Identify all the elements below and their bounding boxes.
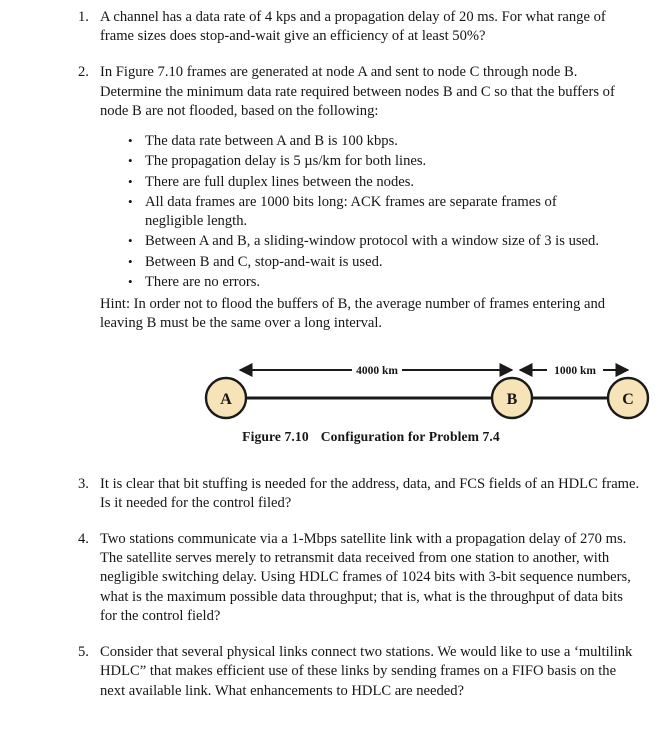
list-item (100, 173, 642, 192)
bullet-icon: • (128, 133, 133, 149)
bullet-text: The data rate between A and B is 100 kbps. (145, 133, 398, 150)
list-item (100, 193, 642, 231)
problem-text: It is clear that bit stuffing is needed for the address, data, and FCS fields of an HDLC frame. Is it needed for the control filed? (100, 475, 640, 511)
figure-caption (100, 428, 642, 446)
list-item (100, 152, 642, 171)
problem-text: Two stations communicate via a 1-Mbps satellite link with a propagation delay of 270 ms. The satellite serves merely to retransmit data received from one station to another, with negligible switching delay. Using HDLC frames of 1024 bits with 3-bit sequence numbers, what is the maximum possible data throughput; that is, what is the throughput of data bits for the control field? (100, 530, 631, 624)
figure-caption-label: Figure 7.10 (242, 428, 309, 444)
network-topology-diagram (100, 358, 664, 428)
problem-item-3 (0, 475, 664, 513)
node-c-label: C (622, 390, 634, 408)
bullet-icon: • (128, 233, 133, 249)
bullet-icon: • (128, 153, 133, 169)
bullet-text: All data frames are 1000 bits long: ACK frames are separate frames of negligible length. (145, 193, 557, 230)
problem-number: 1. (78, 9, 89, 25)
dimension-label-4000km: 4000 km (356, 364, 398, 377)
bullet-icon: • (128, 193, 133, 209)
problem-number: 4. (78, 530, 89, 547)
list-item (100, 232, 642, 251)
bullet-text: There are full duplex lines between the nodes. (145, 173, 415, 190)
figure-caption-text: Configuration for Problem 7.4 (320, 428, 500, 444)
problem-item-5 (0, 643, 664, 701)
bullet-text: Between B and C, stop-and-wait is used. (145, 253, 383, 270)
problem-item-2 (0, 63, 664, 457)
problem-number: 2. (78, 64, 89, 81)
list-item (100, 253, 642, 272)
bullet-text: Between A and B, a sliding-window protocol with a window size of 3 is used. (145, 233, 599, 250)
problem-number: 3. (78, 475, 89, 492)
figure-7-10 (100, 358, 642, 458)
problem-text: Consider that several physical links connect two stations. We would like to use a ‘multilink HDLC” that makes efficient use of these links by sending frames on a FIFO basis on the next available link. What enhancements to HDLC are needed? (100, 644, 633, 699)
assumption-bullet-list (100, 132, 642, 292)
dimension-label-1000km: 1000 km (554, 364, 596, 377)
list-item (100, 273, 642, 292)
problem-list (0, 8, 664, 701)
bullet-text: The propagation delay is 5 µs/km for both lines. (145, 153, 427, 170)
bullet-text: There are no errors. (145, 273, 261, 290)
problem-text: A channel has a data rate of 4 kps and a propagation delay of 20 ms. For what range of frame sizes does stop-and-wait give an efficiency of at least 50%? (100, 9, 606, 45)
problem-item-4 (0, 530, 664, 626)
problem-text: In Figure 7.10 frames are generated at node A and sent to node C through node B. Determine the minimum data rate required between nodes B and C so that the buffers of node B are not flooded, based on the following: (100, 64, 615, 119)
problem-item-1 (0, 8, 664, 46)
node-b-label: B (506, 390, 518, 408)
node-a-label: A (220, 390, 232, 408)
list-item (100, 132, 642, 151)
bullet-icon: • (128, 173, 133, 189)
bullet-icon: • (128, 273, 133, 289)
bullet-icon: • (128, 253, 133, 269)
problem-number: 5. (78, 644, 89, 661)
hint-text: Hint: In order not to flood the buffers of B, the average number of frames entering and leaving B must be the same over a long interval. (100, 296, 606, 332)
